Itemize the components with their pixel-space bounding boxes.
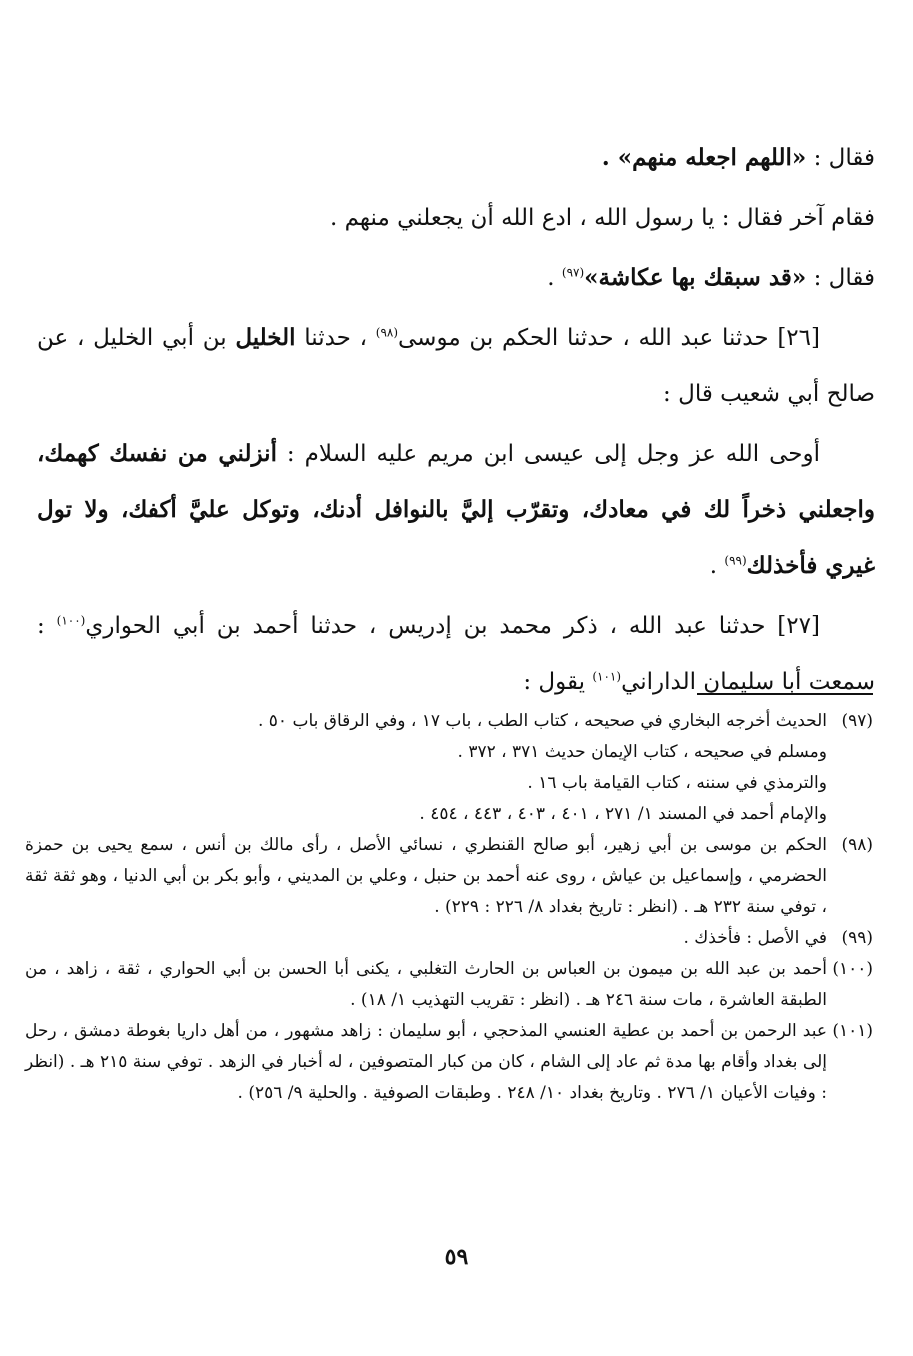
footnote-line: عبد الرحمن بن أحمد بن عطية العنسي المذحجي ، أبو سليمان : زاهد مشهور ، من أهل داريا بغوطة دمشق ، رحل إلى بغداد وأقام بها مدة ثم عاد إلى الشام ، كان من كبار المتصوفين ، له أخبار في الزهد . توفي سنة ٢١٥ هـ . (انظر : وفيات الأعيان ١/ ٢٧٦ . وتاريخ بغداد ١٠/ ٢٤٨ . وطبقات الصوفية . والحلية ٩/ ٢٥٦) .: [25, 1021, 827, 1103]
narration-26-part3: بن أبي الخليل ، عن صالح أبي شعيب قال :: [37, 325, 875, 407]
footnote-number: (١٠١): [832, 1021, 873, 1041]
footnote-number: (١٠٠): [832, 959, 873, 979]
footnote-line: والترمذي في سننه ، كتاب القيامة باب ١٦ .: [527, 773, 827, 793]
narration-26-part1: [٢٦] حدثنا عبد الله ، حدثنا الحكم بن موسى: [398, 325, 820, 351]
revelation-text: أنزلني من نفسك كهمك، واجعلني ذخراً لك في معادك، وتقرّب إليَّ بالنوافل أدنك، وتوكل عليَّ أكفك، ولا تول غيري فأخذلك: [37, 440, 875, 579]
paragraph-3-prefix: فقال :: [806, 265, 875, 291]
paragraph-3-suffix: .: [547, 265, 562, 291]
narrator-name-bold: الخليل: [235, 324, 296, 351]
footnote-ref-101: (١٠١): [592, 669, 622, 684]
footnote-ref-100: (١٠٠): [56, 613, 86, 628]
footnote-97: [25, 706, 873, 830]
footnote-ref-97: (٩٧): [561, 265, 585, 280]
page-number: ٥٩: [444, 1244, 469, 1270]
footnote-line: أحمد بن عبد الله بن ميمون بن العباس بن الحارث التغلبي ، يكنى أبا الحسن بن أبي الحواري ، ثقة ، زاهد ، من الطبقة العاشرة ، مات سنة ٢٤٦ هـ . (انظر : تقريب التهذيب ١/ ١٨) .: [25, 959, 827, 1010]
narration-27-part3: يقول :: [523, 669, 593, 695]
paragraph-1: [37, 130, 875, 186]
footnote-number: (٩٧): [841, 711, 873, 731]
prophet-quote: «اللهم اجعله منهم» .: [601, 144, 807, 171]
footnote-number: (٩٨): [841, 835, 873, 855]
narration-27-part1: [٢٧] حدثنا عبد الله ، ذكر محمد بن إدريس ، حدثنا أحمد بن أبي الحواري: [85, 613, 820, 639]
footnotes: [25, 706, 873, 1109]
footnote-99: [25, 923, 873, 954]
footnote-line: ومسلم في صحيحه ، كتاب الإيمان حديث ٣٧١ ، ٣٧٢ .: [457, 742, 827, 762]
footnote-number: (٩٩): [841, 928, 873, 948]
narration-26-part2: ، حدثنا: [295, 325, 376, 351]
revelation-suffix: .: [709, 553, 725, 579]
footnote-line: في الأصل : فأخذك .: [683, 928, 827, 948]
footnote-ref-98: (٩٨): [375, 325, 399, 340]
footnote-100: [25, 954, 873, 1016]
footnote-line: الحديث أخرجه البخاري في صحيحه ، كتاب الطب ، باب ١٧ ، وفي الرقاق باب ٥٠ .: [257, 711, 827, 731]
paragraph-1-prefix: فقال :: [806, 145, 875, 171]
narration-26: [37, 310, 875, 422]
footnote-separator: [697, 693, 873, 695]
revelation-intro: أوحى الله عز وجل إلى عيسى ابن مريم عليه السلام :: [276, 441, 820, 467]
footnote-line: والإمام أحمد في المسند ١/ ٢٧١ ، ٤٠١ ، ٤٠٣ ، ٤٤٣ ، ٤٥٤ .: [419, 804, 827, 824]
main-text: [37, 130, 875, 710]
revelation-paragraph: [37, 426, 875, 594]
narration-27-part2: : سمعت أبا سليمان الداراني: [37, 613, 875, 695]
paragraph-3: [37, 250, 875, 306]
prophet-reply: «قد سبقك بها عكاشة»: [584, 264, 807, 291]
paragraph-2: فقام آخر فقال : يا رسول الله ، ادع الله أن يجعلني منهم .: [330, 205, 875, 231]
footnote-ref-99: (٩٩): [724, 553, 747, 568]
footnote-101: [25, 1016, 873, 1109]
footnote-line: الحكم بن موسى بن أبي زهير، أبو صالح القنطري ، نسائي الأصل ، رأى مالك بن أنس ، سمع يحيى بن حمزة الحضرمي ، وإسماعيل بن عياش ، روى عنه أحمد بن حنبل ، وعلي بن المديني ، وأبو بكر بن أبي الدنيا ، وهو ثقة ثقة ، توفي سنة ٢٣٢ هـ . (انظر : تاريخ بغداد ٨/ ٢٢٦ : ٢٢٩) .: [25, 835, 827, 917]
footnote-98: [25, 830, 873, 923]
